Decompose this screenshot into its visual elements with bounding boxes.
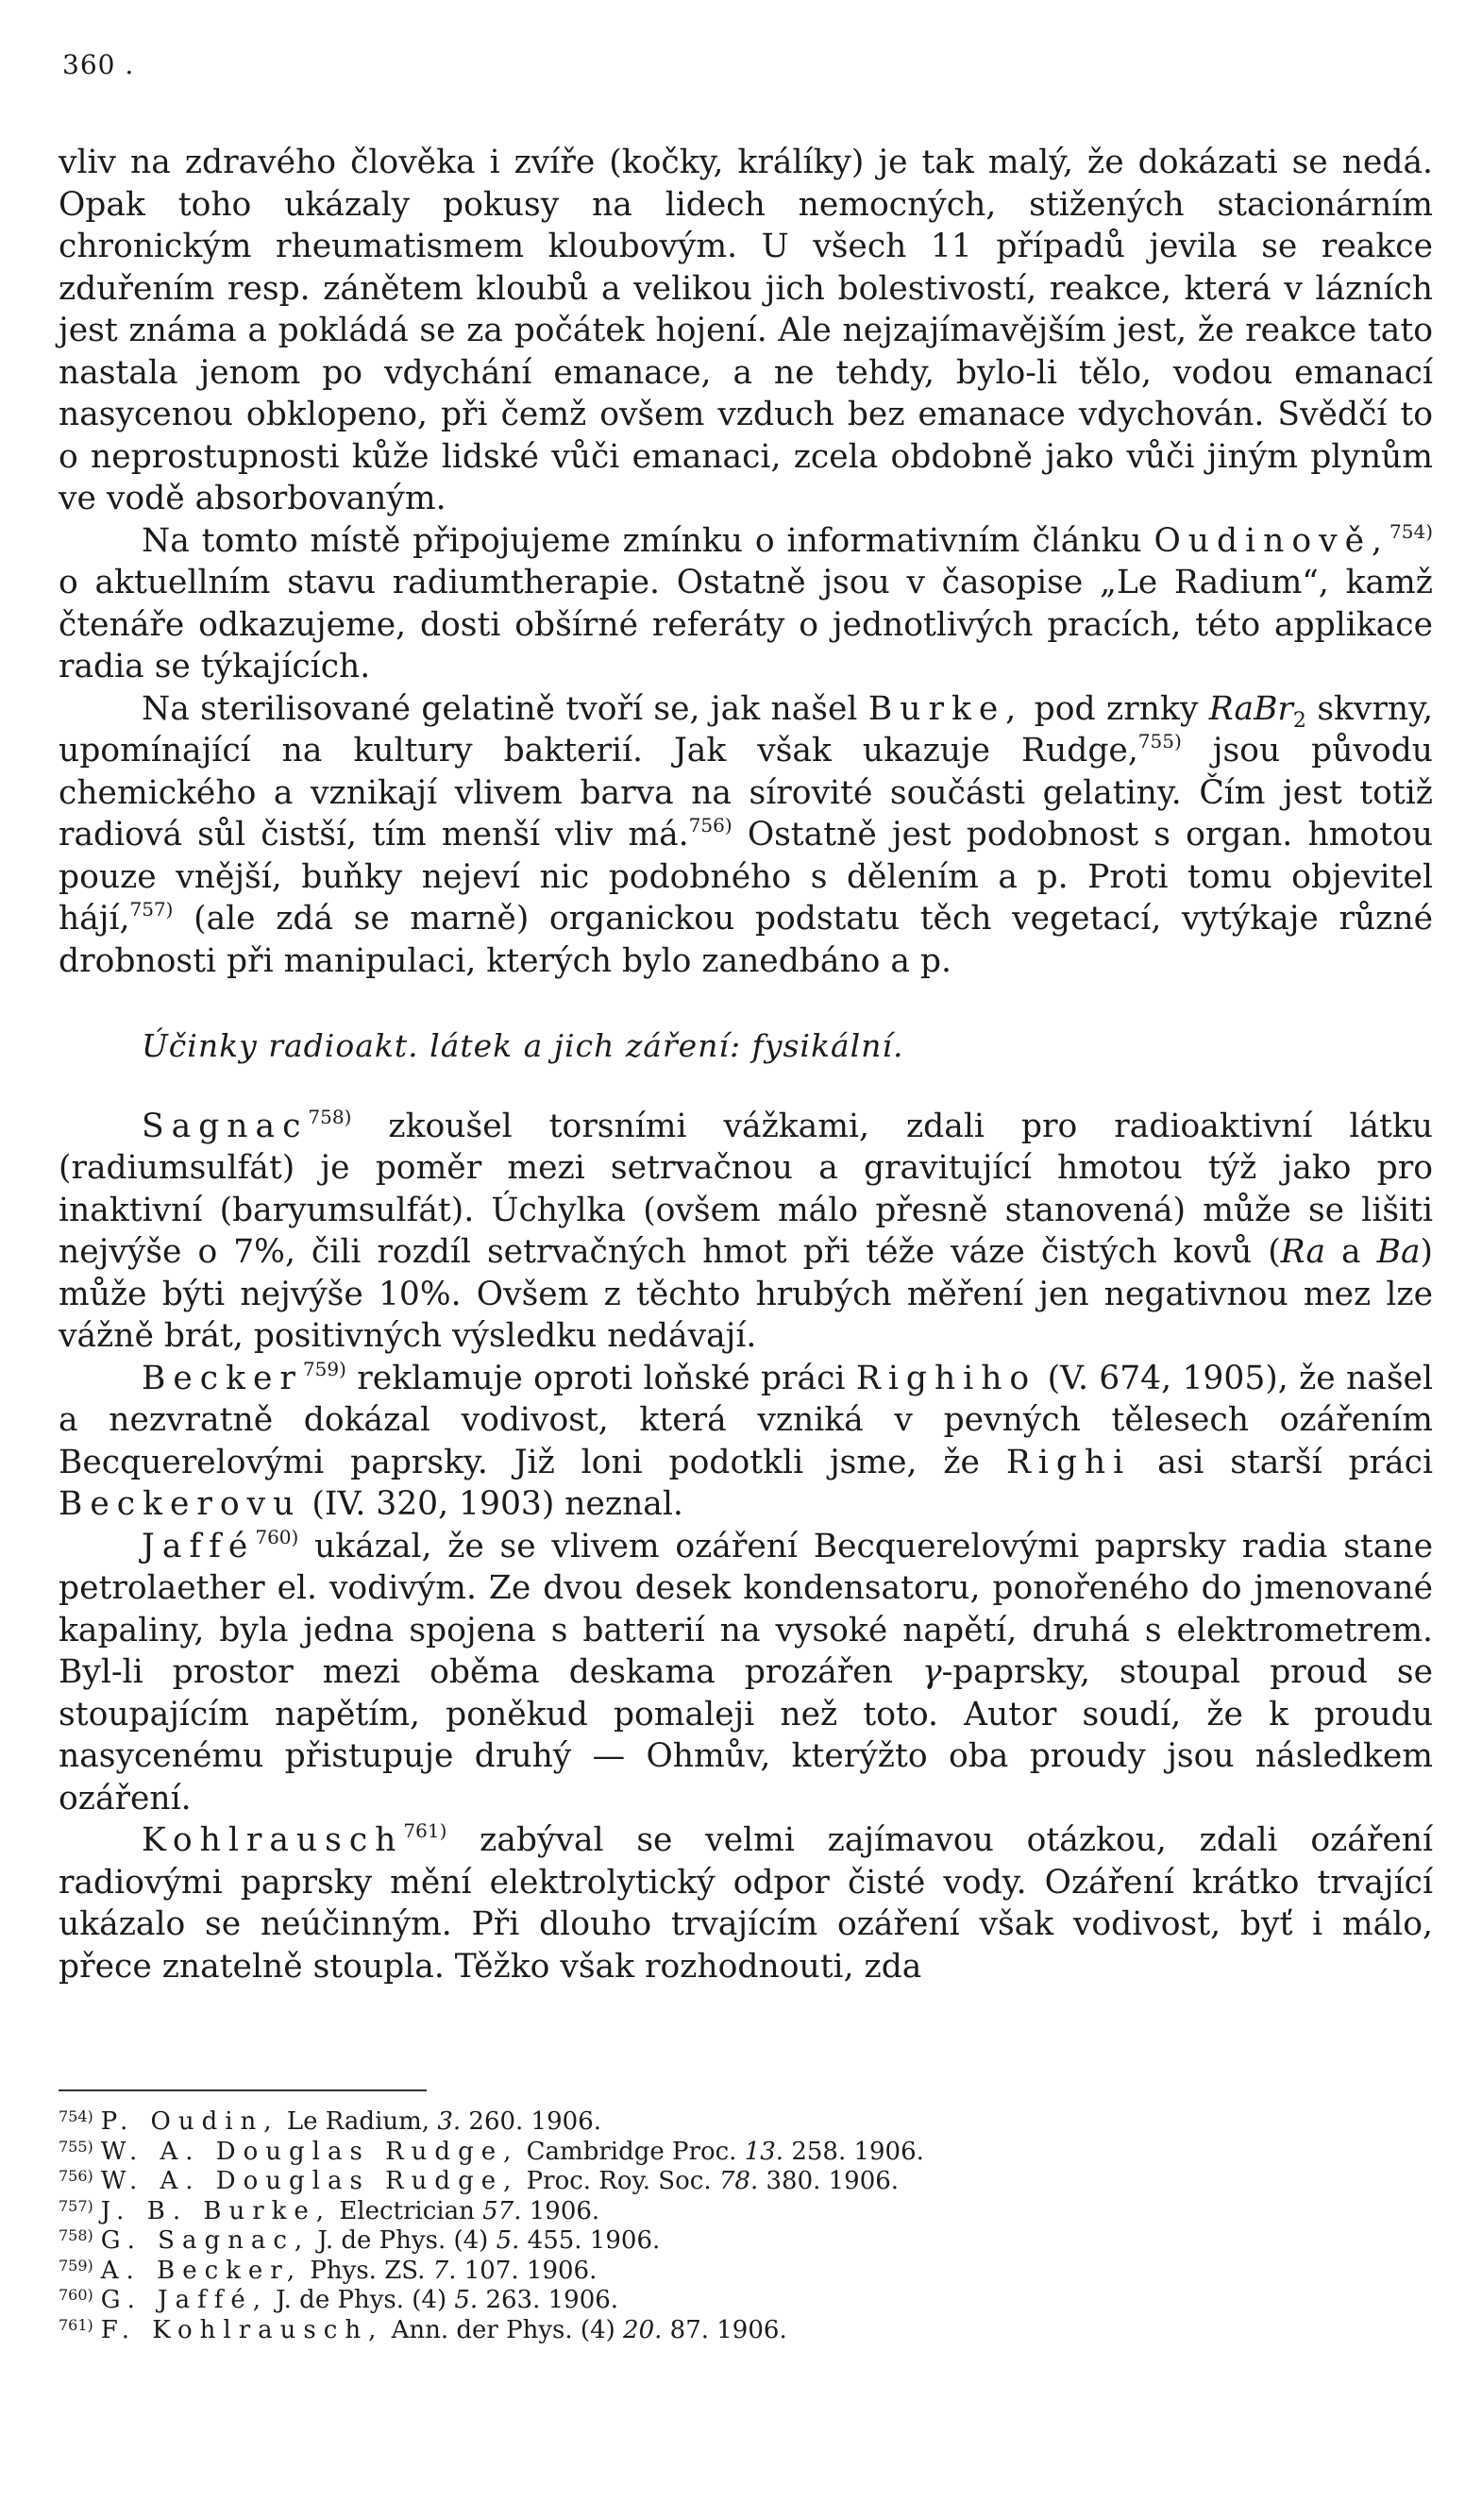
chemical-formula: RaBr	[1208, 689, 1293, 728]
footnote-number: 759)	[59, 2256, 93, 2275]
footnote-author: G. Sagnac,	[100, 2226, 311, 2255]
footnote-journal: Le Radium,	[286, 2107, 430, 2136]
author-name: Kohlrausch	[142, 1821, 404, 1859]
footnote-volume: 5.	[496, 2226, 520, 2255]
footnote-volume: 57.	[482, 2196, 522, 2225]
formula-subscript: 2	[1292, 708, 1306, 733]
text-segment: a	[1341, 1233, 1361, 1271]
text-segment: reklamuje oproti loňské práci	[357, 1359, 846, 1397]
footnote-number: 760)	[59, 2286, 93, 2304]
element-symbol: Ra	[1280, 1233, 1326, 1271]
author-name: Oudinově,	[1153, 521, 1390, 560]
text-segment: -paprsky, stoupal proud se stoupajícím napětím, poněkud pomaleji než toto. Autor soudí, že k proudu nasycenému přistupuje druhý — Ohmův, kterýžto oba proudy jsou následkem ozáření.	[59, 1653, 1433, 1818]
text-segment: Na tomto místě připojujeme zmínku o informativním článku	[142, 521, 1142, 560]
footnote-ref: 754)	[1389, 519, 1433, 543]
footnote-number: 756)	[59, 2167, 93, 2185]
footnote-755	[59, 2138, 1433, 2168]
footnote-volume: 20.	[623, 2315, 663, 2344]
page-number: 360 .	[62, 49, 135, 80]
footnote-758	[59, 2226, 1433, 2257]
footnote-journal: Phys. ZS.	[310, 2256, 426, 2285]
text-segment: (V. 674, 1905), že našel a nezvratně dokázal vodivost, která vzniká v pevných tělesech ozářením Becquerelovými paprsky. Již loni podotkli jsme, že	[59, 1359, 1434, 1481]
footnote-pages: 107. 1906.	[463, 2256, 598, 2285]
footnote-author: W. A. Douglas Rudge,	[100, 2137, 519, 2166]
footnote-pages: 87. 1906.	[669, 2315, 787, 2344]
footnote-author: W. A. Douglas Rudge,	[100, 2167, 519, 2195]
footnote-author: A. Becker,	[100, 2256, 303, 2285]
footnote-number: 755)	[59, 2137, 93, 2156]
footnote-journal: Proc. Roy. Soc.	[526, 2167, 712, 2195]
footnote-pages: 1906.	[529, 2196, 600, 2225]
footnote-ref: 759)	[302, 1357, 346, 1380]
footnote-ref: 758)	[308, 1105, 352, 1128]
element-symbol: Ba	[1376, 1233, 1421, 1271]
footnote-ref: 755)	[1137, 730, 1182, 753]
text-segment: ) může býti nejvýše 10%. Ovšem z těchto hrubých měření jen negativnou mez lze vážně brát, positivných výsledku nedávají.	[59, 1233, 1434, 1355]
text-segment: jsou původu chemického a vznikají vlivem barva na sírovité součásti gelatiny. Čím jest totiž radiová sůl čistší, tím menší vliv má.	[59, 732, 1433, 854]
footnote-volume: 13.	[744, 2137, 784, 2166]
paragraph-sagnac	[59, 1106, 1433, 1358]
paragraph-kohlrausch	[59, 1819, 1433, 1987]
footnote-ref: 761)	[403, 1819, 447, 1842]
footnote-ref: 757)	[129, 898, 174, 921]
footnote-754	[59, 2107, 1433, 2138]
text-segment: Na sterilisované gelatině tvoří se, jak našel	[142, 689, 858, 728]
greek-symbol: γ	[921, 1653, 942, 1691]
footnote-author: F. Kohlrausch,	[100, 2315, 384, 2344]
section-heading: Účinky radioakt. látek a jich záření: fysikální.	[142, 1027, 904, 1064]
author-name: Becker	[142, 1359, 303, 1397]
author-name: Jaffé	[142, 1527, 256, 1565]
footnote-author: G. Jaffé,	[100, 2286, 268, 2314]
footnote-pages: 263. 1906.	[485, 2286, 619, 2314]
body-text	[59, 142, 1433, 1987]
text-segment: ukázal, že se vlivem ozáření Becquerelovými paprsky radia stane petrolaether el. vodivým. Ze dvou desek kondensatoru, ponořeného do jmenované kapaliny, byla jedna spojena s batterií na vysoké napětí, druhá s elektrometrem. Byl-li prostor mezi oběma deskama prozářen	[59, 1527, 1434, 1691]
footnote-pages: 380. 1906.	[766, 2167, 900, 2195]
text-segment: asi starší práci	[1157, 1443, 1433, 1481]
footnote-pages: 258. 1906.	[791, 2137, 924, 2166]
footnote-journal: J. de Phys. (4)	[276, 2286, 447, 2314]
footnote-journal: Ann. der Phys. (4)	[391, 2315, 615, 2344]
text-segment: o aktuellním stavu radiumtherapie. Ostatně jsou v časopise „Le Radium“, kamž čtenáře odkazujeme, dosti obšírné referáty o jednotlivých pracích, této applikace radia se týkajících.	[59, 564, 1433, 685]
footnote-759	[59, 2257, 1433, 2287]
footnote-ref: 760)	[255, 1525, 299, 1548]
footnote-761	[59, 2316, 1433, 2346]
text-segment: zkoušel torsními vážkami, zdali pro radioaktivní látku (radiumsulfát) je poměr mezi setrvačnou a gravitující hmotou týž jako pro inaktivní (baryumsulfát). Úchylka (ovšem málo přesně stanovená) může se lišiti nejvýše o 7%, čili rozdíl setrvačných hmot při téže váze čistých kovů (	[59, 1107, 1433, 1271]
footnote-author: P. Oudin,	[100, 2107, 279, 2136]
footnote-journal: J. de Phys. (4)	[317, 2226, 489, 2255]
paragraph-becker	[59, 1358, 1433, 1526]
footnote-journal: Electrician	[339, 2196, 475, 2225]
paragraph-jaffe	[59, 1526, 1433, 1820]
author-name: Righi	[1005, 1443, 1132, 1481]
footnote-author: J. B. Burke,	[100, 2196, 332, 2225]
paragraph-burke	[59, 688, 1433, 983]
footnote-volume: 5.	[454, 2286, 479, 2314]
text-segment: (ale zdá se marně) organickou podstatu těch vegetací, vytýkaje různé drobnosti při manipulaci, kterých bylo zanedbáno a p.	[59, 900, 1433, 980]
footnote-volume: 7.	[432, 2256, 457, 2285]
footnote-number: 754)	[59, 2107, 93, 2125]
author-name: Sagnac	[142, 1107, 309, 1145]
footnote-volume: 3.	[437, 2107, 462, 2136]
footnote-pages: 455. 1906.	[527, 2226, 661, 2255]
footnote-journal: Cambridge Proc.	[526, 2137, 737, 2166]
footnote-756	[59, 2167, 1433, 2197]
author-name: Beckerovu	[59, 1485, 302, 1523]
footnote-volume: 78.	[718, 2167, 759, 2195]
text-segment: (IV. 320, 1903) neznal.	[312, 1485, 683, 1523]
footnotes	[59, 2107, 1433, 2345]
footnote-ref: 756)	[688, 814, 732, 837]
text-segment: Ostatně jest podobnost s organ. hmotou pouze vnější, buňky nejeví nic podobného s dělením a p. Proti tomu objevitel hájí,	[59, 816, 1433, 938]
paragraph-emanation-effects	[59, 142, 1433, 520]
text-segment: pod zrnky	[1034, 689, 1199, 728]
footnote-number: 757)	[59, 2196, 93, 2215]
paragraph-oudin	[59, 520, 1433, 688]
paragraph-text: vliv na zdravého člověka i zvíře (kočky, králíky) je tak malý, že dokázati se nedá. Opak toho ukázaly pokusy na lidech nemocných, stižených stacionárním chronickým rheumatismem kloubovým. U všech 11 případů jevila se reakce zduřením resp. zánětem kloubů a velikou jich bolestivostí, reakce, která v lázních jest známa a pokládá se za počátek hojení. Ale nejzajímavějším jest, že reakce tato nastala jenom po vdychání emanace, a ne tehdy, bylo-li tělo, vodou emanací nasycenou obklopeno, při čemž ovšem vzduch bez emanace vdychován. Svědčí to o neprostupnosti kůže lidské vůči emanaci, zcela obdobně jako vůči jiným plynům ve vodě absorbovaným.	[59, 144, 1433, 517]
footnote-pages: 260. 1906.	[468, 2107, 601, 2136]
footnote-760	[59, 2286, 1433, 2316]
author-name: Righiho	[855, 1359, 1037, 1397]
footnote-757	[59, 2197, 1433, 2227]
text-segment: skvrny, upomínající na kultury bakterií. Jak však ukazuje Rudge,	[59, 689, 1434, 770]
footnote-divider	[59, 2089, 427, 2091]
footnote-number: 761)	[59, 2315, 93, 2334]
text-segment: zabýval se velmi zajímavou otázkou, zdali ozáření radiovými paprsky mění elektrolytický odpor čisté vody. Ozáření krátko trvající ukázalo se neúčinným. Při dlouho trvajícím ozáření však vodivost, byť i málo, přece znatelně stoupla. Těžko však rozhodnouti, zda	[59, 1821, 1433, 1986]
footnote-number: 758)	[59, 2226, 93, 2244]
author-name: Burke,	[867, 689, 1024, 728]
